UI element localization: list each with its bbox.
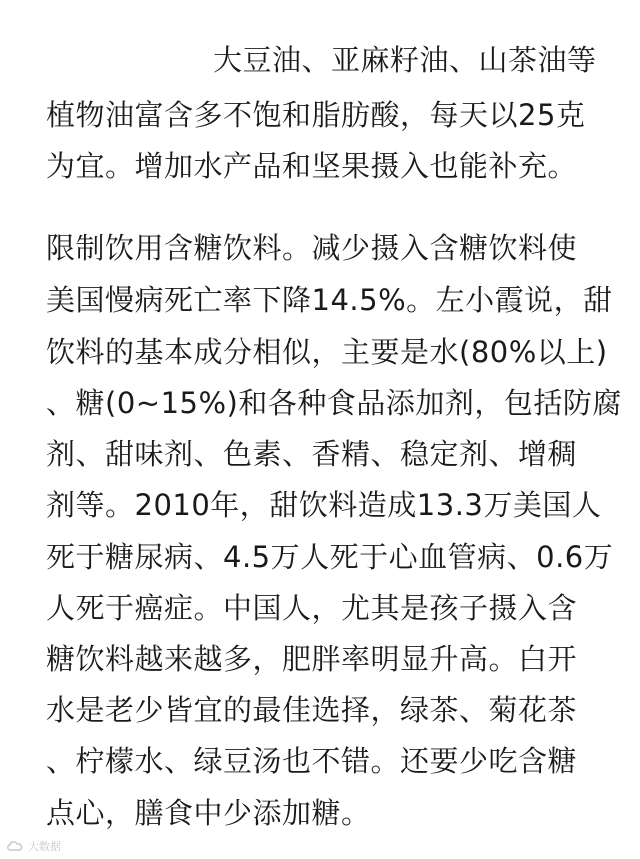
paragraph2-line-6: 剂等。2010年，甜饮料造成13.3万美国人 — [46, 488, 602, 522]
paragraph1-line-2: 植物油富含多不饱和脂肪酸，每天以25克 — [46, 98, 586, 132]
cloud-logo-icon — [6, 839, 24, 853]
paragraph2-line-8: 人死于癌症。中国人，尤其是孩子摄入含 — [46, 591, 578, 625]
watermark-text: 大数据 — [28, 840, 61, 853]
paragraph2-line-12: 点心，膳食中少添加糖。 — [46, 796, 371, 830]
paragraph2-line-4: 、糖(0~15%)和各种食品添加剂，包括防腐 — [46, 386, 622, 420]
paragraph1-line-1: 大豆油、亚麻籽油、山茶油等 — [213, 43, 597, 77]
paragraph2-line-7: 死于糖尿病、4.5万人死于心血管病、0.6万 — [46, 540, 614, 574]
paragraph2-line-11: 、柠檬水、绿豆汤也不错。还要少吃含糖 — [46, 744, 578, 778]
paragraph2-line-9: 糖饮料越来越多，肥胖率明显升高。白开 — [46, 642, 578, 676]
paragraph2-line-10: 水是老少皆宜的最佳选择，绿茶、菊花茶 — [46, 693, 578, 727]
paragraph2-line-2: 美国慢病死亡率下降14.5%。左小霞说，甜 — [46, 283, 613, 317]
paragraph1-line-3: 为宜。增加水产品和坚果摄入也能补充。 — [46, 149, 578, 183]
paragraph2-line-1: 限制饮用含糖饮料。减少摄入含糖饮料使 — [46, 231, 578, 265]
paragraph2-line-3: 饮料的基本成分相似，主要是水(80%以上) — [46, 335, 608, 369]
watermark — [6, 836, 61, 856]
paragraph2-line-5: 剂、甜味剂、色素、香精、稳定剂、增稠 — [46, 437, 578, 471]
